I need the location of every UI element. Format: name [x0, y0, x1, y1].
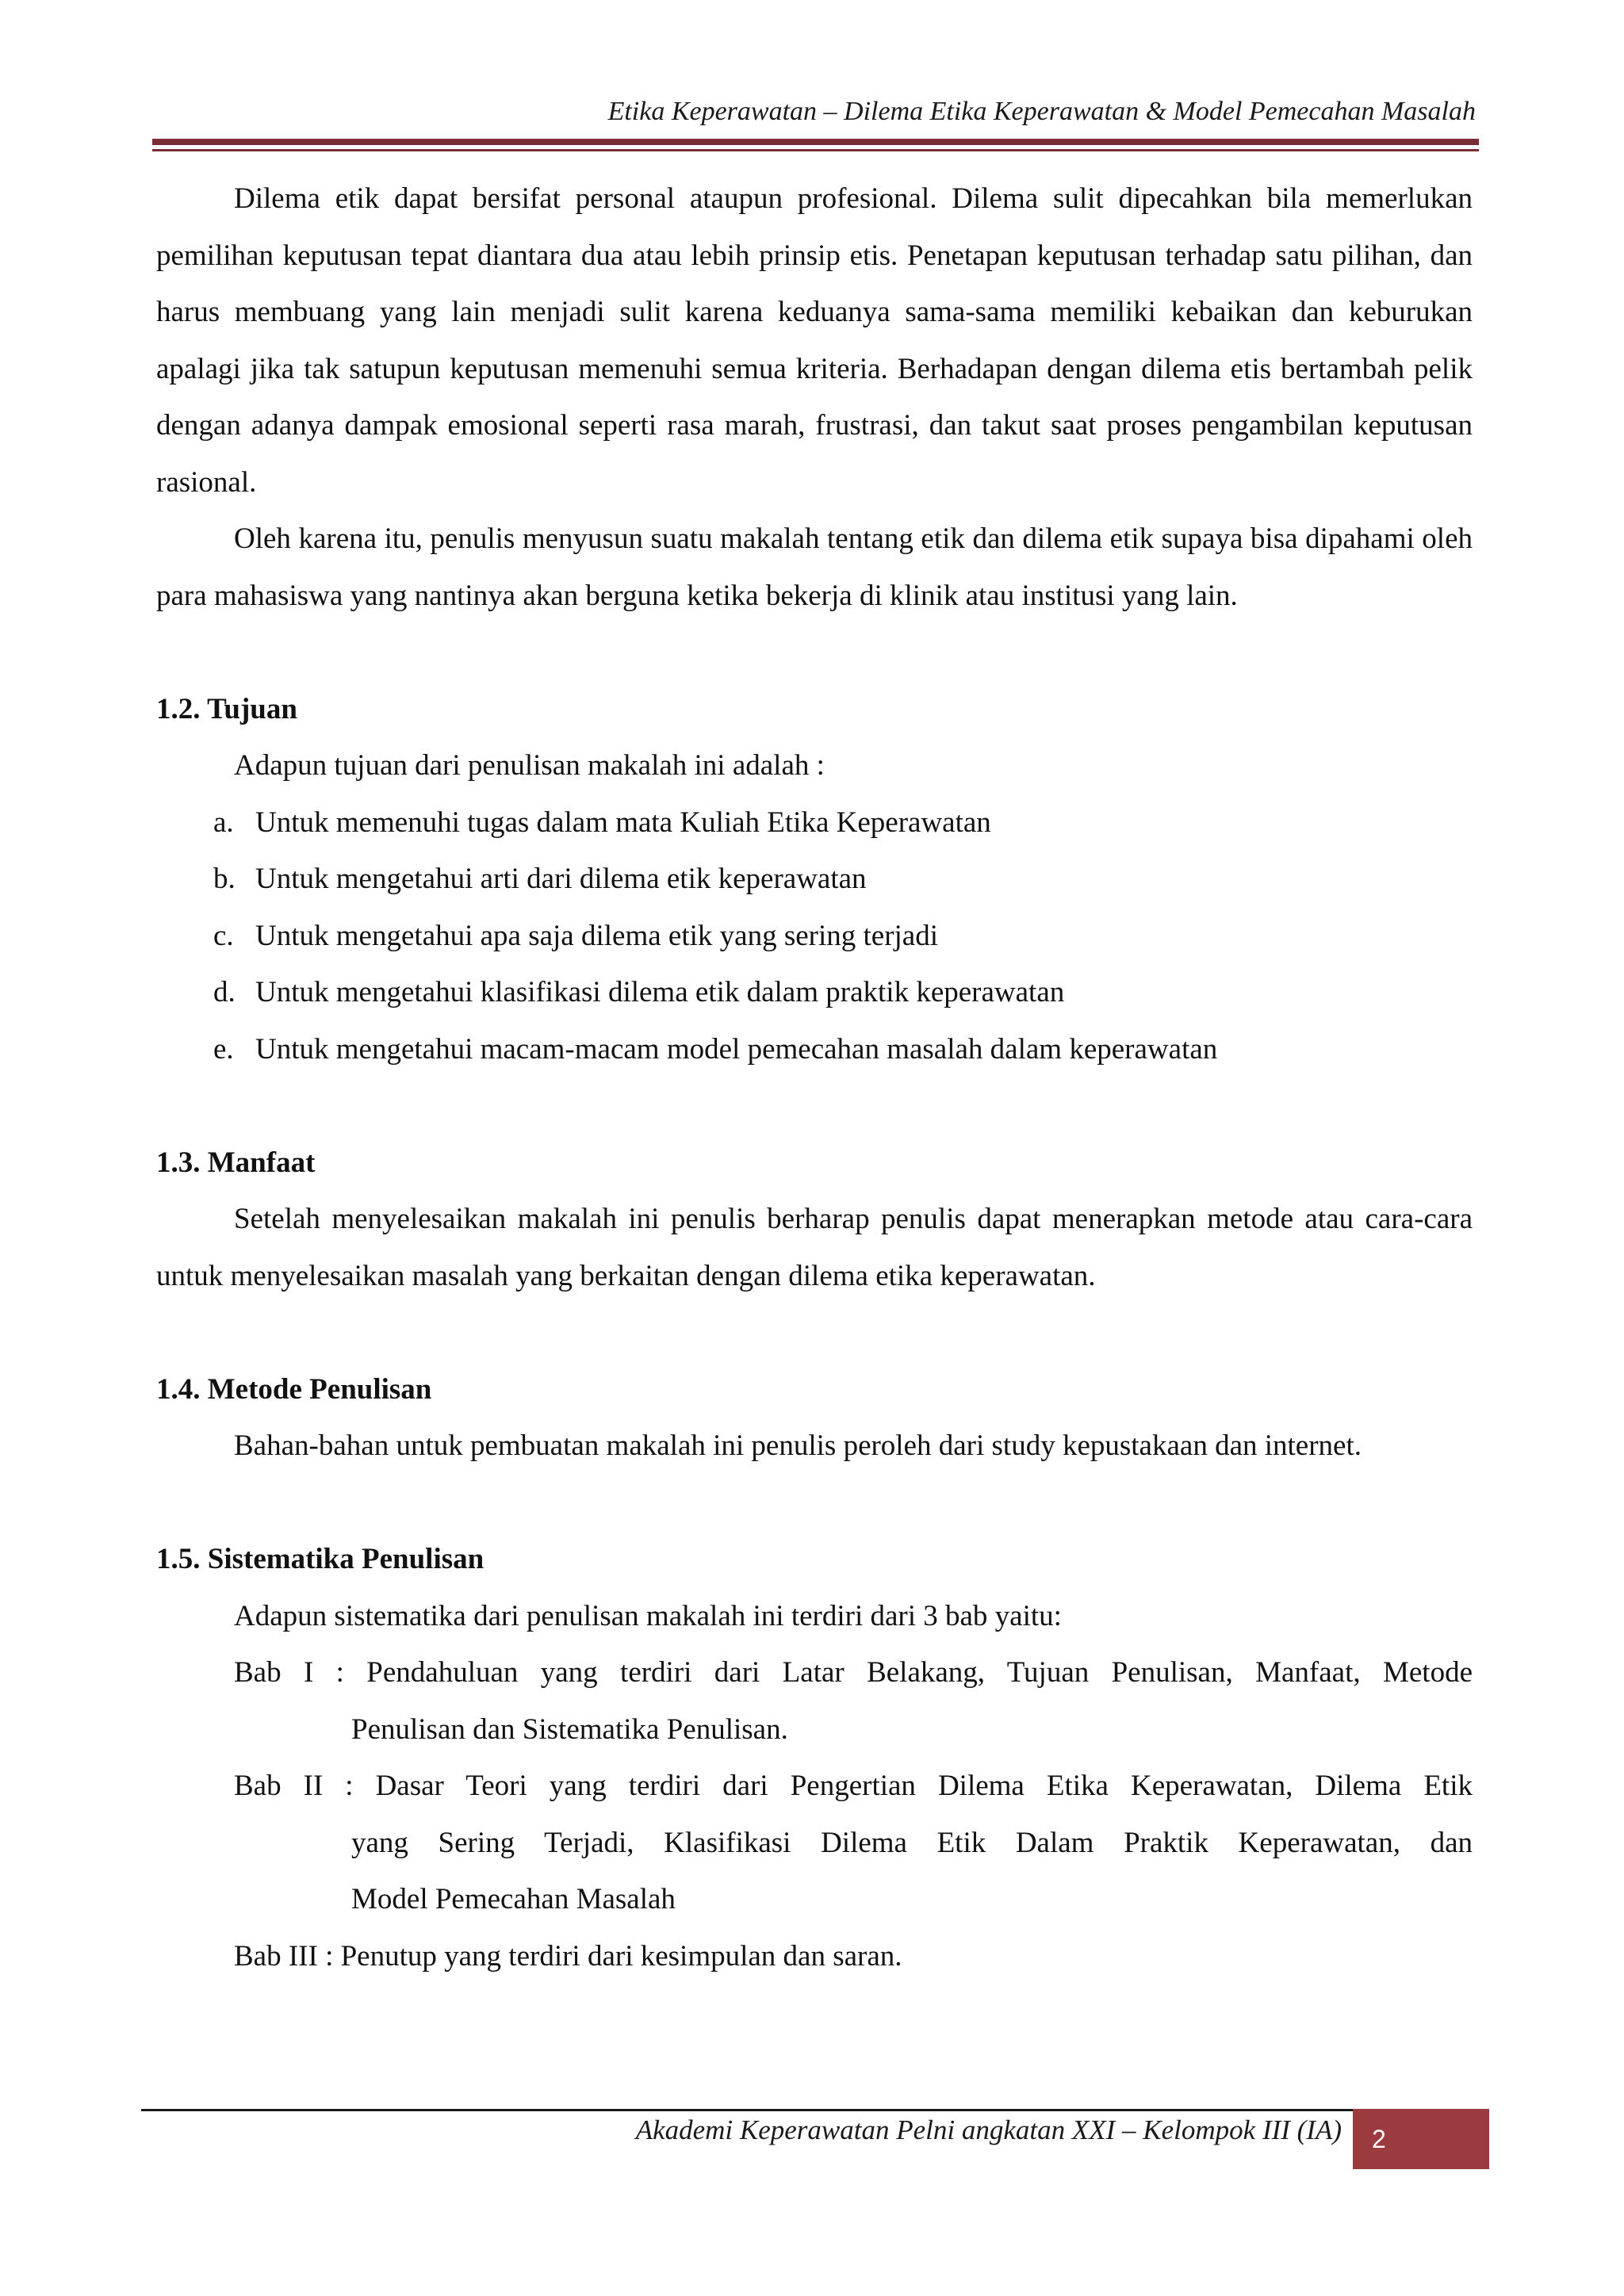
body-text: [156, 170, 1473, 1984]
section-heading-manfaat: 1.3. Manfaat: [156, 1146, 316, 1179]
footer-rule: [141, 2109, 1354, 2111]
header-rule: [152, 139, 1479, 145]
bab-2-continuation: yang Sering Terjadi, Klasifikasi Dilema Etik Dalam Praktik Keperawatan, dan: [351, 1826, 1473, 1859]
list-item-text: Untuk mengetahui klasifikasi dilema etik dalam praktik keperawatan: [255, 976, 1065, 1008]
list-marker: e.: [213, 1032, 234, 1066]
list-item: [156, 794, 1473, 851]
metode-paragraph: Bahan-bahan untuk pembuatan makalah ini penulis peroleh dari study kepustakaan dan internet.: [234, 1429, 1362, 1462]
page-number: 2: [1372, 2125, 1386, 2153]
bab-3-line: Bab III : Penutup yang terdiri dari kesimpulan dan saran.: [234, 1939, 902, 1973]
list-item-text: Untuk mengetahui macam-macam model pemecahan masalah dalam keperawatan: [255, 1032, 1218, 1066]
list-marker: c.: [213, 919, 234, 952]
bab-list: [156, 1644, 1473, 1984]
bab-1-continuation: Penulisan dan Sistematika Penulisan.: [351, 1712, 788, 1746]
intro-paragraph-1: Dilema etik dapat bersifat personal ataupun profesional. Dilema sulit dipecahkan bila memerlukan pemilihan keputusan tepat diantara dua atau lebih prinsip etis. Penetapan keputusan terhadap satu pilihan, dan harus membuang yang lain menjadi sulit karena keduanya sama-sama memiliki kebaikan dan keburukan apalagi jika tak satupun keputusan memenuhi semua kriteria. Berhadapan dengan dilema etis bertambah pelik dengan adanya dampak emosional seperti rasa marah, frustrasi, dan takut saat proses pengambilan keputusan rasional.: [156, 182, 1473, 499]
running-header: Etika Keperawatan – Dilema Etika Keperawatan & Model Pemecahan Masalah: [607, 97, 1476, 126]
bab-1-line: Bab I : Pendahuluan yang terdiri dari Latar Belakang, Tujuan Penulisan, Manfaat, Metode: [234, 1656, 1473, 1689]
section-heading-tujuan: 1.2. Tujuan: [156, 692, 297, 725]
page-number-badge: [1353, 2109, 1489, 2169]
section-heading-sistematika: 1.5. Sistematika Penulisan: [156, 1543, 485, 1575]
manfaat-paragraph: Setelah menyelesaikan makalah ini penulis berharap penulis dapat menerapkan metode atau cara-cara untuk menyelesaikan masalah yang berkaitan dengan dilema etika keperawatan.: [156, 1203, 1473, 1292]
list-item: [156, 964, 1473, 1021]
list-marker: a.: [213, 806, 234, 839]
tujuan-lead: Adapun tujuan dari penulisan makalah ini adalah :: [234, 749, 825, 782]
section-heading-metode: 1.4. Metode Penulisan: [156, 1372, 432, 1406]
list-marker: b.: [213, 863, 236, 895]
bab-2-continuation: Model Pemecahan Masalah: [351, 1883, 676, 1915]
sistematika-lead: Adapun sistematika dari penulisan makalah ini terdiri dari 3 bab yaitu:: [234, 1599, 1062, 1632]
list-item: [156, 908, 1473, 965]
bab-2-line: Bab II : Dasar Teori yang terdiri dari Pengertian Dilema Etika Keperawatan, Dilema Etik: [234, 1770, 1473, 1802]
list-item: [156, 851, 1473, 908]
header-rule-thin: [152, 149, 1479, 151]
list-item-text: Untuk mengetahui arti dari dilema etik keperawatan: [255, 863, 867, 895]
tujuan-list: [156, 794, 1473, 1078]
intro-paragraph-2: Oleh karena itu, penulis menyusun suatu makalah tentang etik dan dilema etik supaya bisa dipahami oleh para mahasiswa yang nantinya akan berguna ketika bekerja di klinik atau institusi yang lain.: [156, 522, 1473, 612]
list-marker: d.: [213, 976, 236, 1008]
list-item-text: Untuk memenuhi tugas dalam mata Kuliah Etika Keperawatan: [255, 806, 991, 839]
list-item: [156, 1021, 1473, 1078]
list-item-text: Untuk mengetahui apa saja dilema etik yang sering terjadi: [255, 919, 938, 952]
footer-text: Akademi Keperawatan Pelni angkatan XXI – Kelompok III (IA): [635, 2114, 1342, 2145]
